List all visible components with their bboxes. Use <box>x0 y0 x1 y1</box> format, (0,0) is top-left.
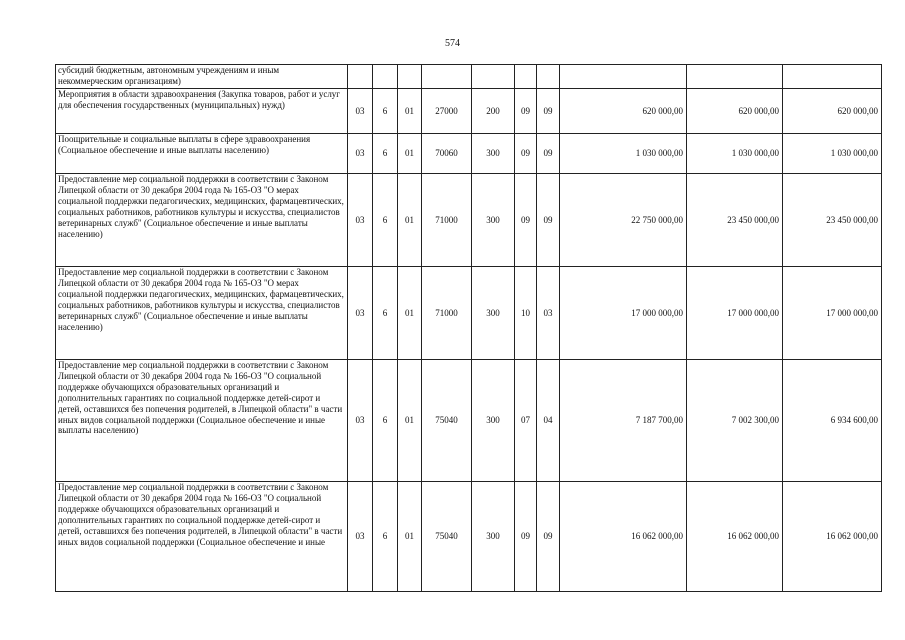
page-number: 574 <box>445 38 460 49</box>
budget-table <box>55 64 882 592</box>
cell-code-7: 09 <box>537 174 560 267</box>
row-description: Предоставление мер социальной поддержки в соответствии с Законом Липецкой области от 30 декабря 2004 года № 166-ОЗ "О социальной поддержке обучающихся образовательных организаций и дополнительных гарантиях по социальной поддержке детей-сирот и детей, оставшихся без попечения родителей, в Липецкой области" в части иных видов социальной поддержки (Социальное обеспечение и иные <box>56 482 348 592</box>
cell-amount-3: 17 000 000,00 <box>783 267 882 360</box>
cell-code-5: 200 <box>472 89 515 134</box>
cell-amount-3: 23 450 000,00 <box>783 174 882 267</box>
cell-code-7: 09 <box>537 482 560 592</box>
cell-code-1: 03 <box>348 174 373 267</box>
cell-amount-1: 16 062 000,00 <box>560 482 687 592</box>
cell-code-6: 07 <box>515 360 537 482</box>
table-row <box>56 360 882 482</box>
cell-amount-1: 22 750 000,00 <box>560 174 687 267</box>
cell-code-2 <box>373 65 398 89</box>
table-row <box>56 482 882 592</box>
cell-code-2: 6 <box>373 360 398 482</box>
cell-code-2: 6 <box>373 89 398 134</box>
cell-code-5: 300 <box>472 482 515 592</box>
table-row <box>56 174 882 267</box>
cell-amount-2: 7 002 300,00 <box>687 360 783 482</box>
cell-code-4: 70060 <box>422 134 472 174</box>
table-row <box>56 267 882 360</box>
cell-amount-2 <box>687 65 783 89</box>
cell-amount-1: 17 000 000,00 <box>560 267 687 360</box>
budget-table-body <box>56 65 882 592</box>
cell-code-5: 300 <box>472 134 515 174</box>
cell-code-2: 6 <box>373 267 398 360</box>
cell-amount-1: 7 187 700,00 <box>560 360 687 482</box>
cell-code-2: 6 <box>373 134 398 174</box>
cell-code-4: 27000 <box>422 89 472 134</box>
cell-code-3: 01 <box>398 267 422 360</box>
cell-code-2: 6 <box>373 482 398 592</box>
cell-code-1: 03 <box>348 482 373 592</box>
cell-code-1: 03 <box>348 360 373 482</box>
cell-code-6: 09 <box>515 134 537 174</box>
cell-amount-3: 16 062 000,00 <box>783 482 882 592</box>
cell-code-7: 09 <box>537 134 560 174</box>
cell-code-4 <box>422 65 472 89</box>
cell-code-7: 04 <box>537 360 560 482</box>
cell-amount-2: 620 000,00 <box>687 89 783 134</box>
cell-amount-3: 620 000,00 <box>783 89 882 134</box>
cell-code-3: 01 <box>398 482 422 592</box>
cell-code-4: 75040 <box>422 360 472 482</box>
row-description: Предоставление мер социальной поддержки в соответствии с Законом Липецкой области от 30 декабря 2004 года № 165-ОЗ "О мерах социальной поддержки педагогических, медицинских, фармацевтических, социальных работников, работников культуры и искусства, специалистов ветеринарных служб" (Социальное обеспечение и иные выплаты населению) <box>56 267 348 360</box>
cell-code-4: 71000 <box>422 174 472 267</box>
cell-amount-1: 620 000,00 <box>560 89 687 134</box>
row-description: Предоставление мер социальной поддержки в соответствии с Законом Липецкой области от 30 декабря 2004 года № 165-ОЗ "О мерах социальной поддержки педагогических, медицинских, фармацевтических, социальных работников, работников культуры и искусства, специалистов ветеринарных служб" (Социальное обеспечение и иные выплаты населению) <box>56 174 348 267</box>
cell-amount-1 <box>560 65 687 89</box>
cell-code-3: 01 <box>398 134 422 174</box>
row-description: Мероприятия в области здравоохранения (Закупка товаров, работ и услуг для обеспечения государственных (муниципальных) нужд) <box>56 89 348 134</box>
cell-amount-3: 1 030 000,00 <box>783 134 882 174</box>
cell-amount-1: 1 030 000,00 <box>560 134 687 174</box>
cell-code-4: 71000 <box>422 267 472 360</box>
cell-code-6 <box>515 65 537 89</box>
cell-code-7 <box>537 65 560 89</box>
cell-code-7: 09 <box>537 89 560 134</box>
cell-code-7: 03 <box>537 267 560 360</box>
cell-amount-2: 23 450 000,00 <box>687 174 783 267</box>
cell-code-1 <box>348 65 373 89</box>
row-description: Предоставление мер социальной поддержки в соответствии с Законом Липецкой области от 30 декабря 2004 года № 166-ОЗ "О социальной поддержке обучающихся образовательных организаций и дополнительных гарантиях по социальной поддержке детей-сирот и детей, оставшихся без попечения родителей, в Липецкой области" в части иных видов социальной поддержки (Социальное обеспечение и иные выплаты населению) <box>56 360 348 482</box>
cell-code-1: 03 <box>348 134 373 174</box>
cell-amount-3 <box>783 65 882 89</box>
row-description: субсидий бюджетным, автономным учреждениям и иным некоммерческим организациям) <box>56 65 348 89</box>
cell-amount-2: 1 030 000,00 <box>687 134 783 174</box>
cell-code-6: 09 <box>515 482 537 592</box>
cell-code-2: 6 <box>373 174 398 267</box>
table-row <box>56 89 882 134</box>
row-description: Поощрительные и социальные выплаты в сфере здравоохранения (Социальное обеспечение и иные выплаты населению) <box>56 134 348 174</box>
cell-code-6: 10 <box>515 267 537 360</box>
cell-code-6: 09 <box>515 89 537 134</box>
cell-code-3: 01 <box>398 360 422 482</box>
cell-code-4: 75040 <box>422 482 472 592</box>
cell-code-3: 01 <box>398 174 422 267</box>
cell-code-5: 300 <box>472 174 515 267</box>
table-row <box>56 65 882 89</box>
cell-code-5 <box>472 65 515 89</box>
cell-code-5: 300 <box>472 267 515 360</box>
cell-code-5: 300 <box>472 360 515 482</box>
table-row <box>56 134 882 174</box>
cell-code-3 <box>398 65 422 89</box>
cell-code-6: 09 <box>515 174 537 267</box>
cell-code-1: 03 <box>348 89 373 134</box>
cell-code-3: 01 <box>398 89 422 134</box>
cell-amount-2: 17 000 000,00 <box>687 267 783 360</box>
cell-amount-2: 16 062 000,00 <box>687 482 783 592</box>
cell-amount-3: 6 934 600,00 <box>783 360 882 482</box>
cell-code-1: 03 <box>348 267 373 360</box>
